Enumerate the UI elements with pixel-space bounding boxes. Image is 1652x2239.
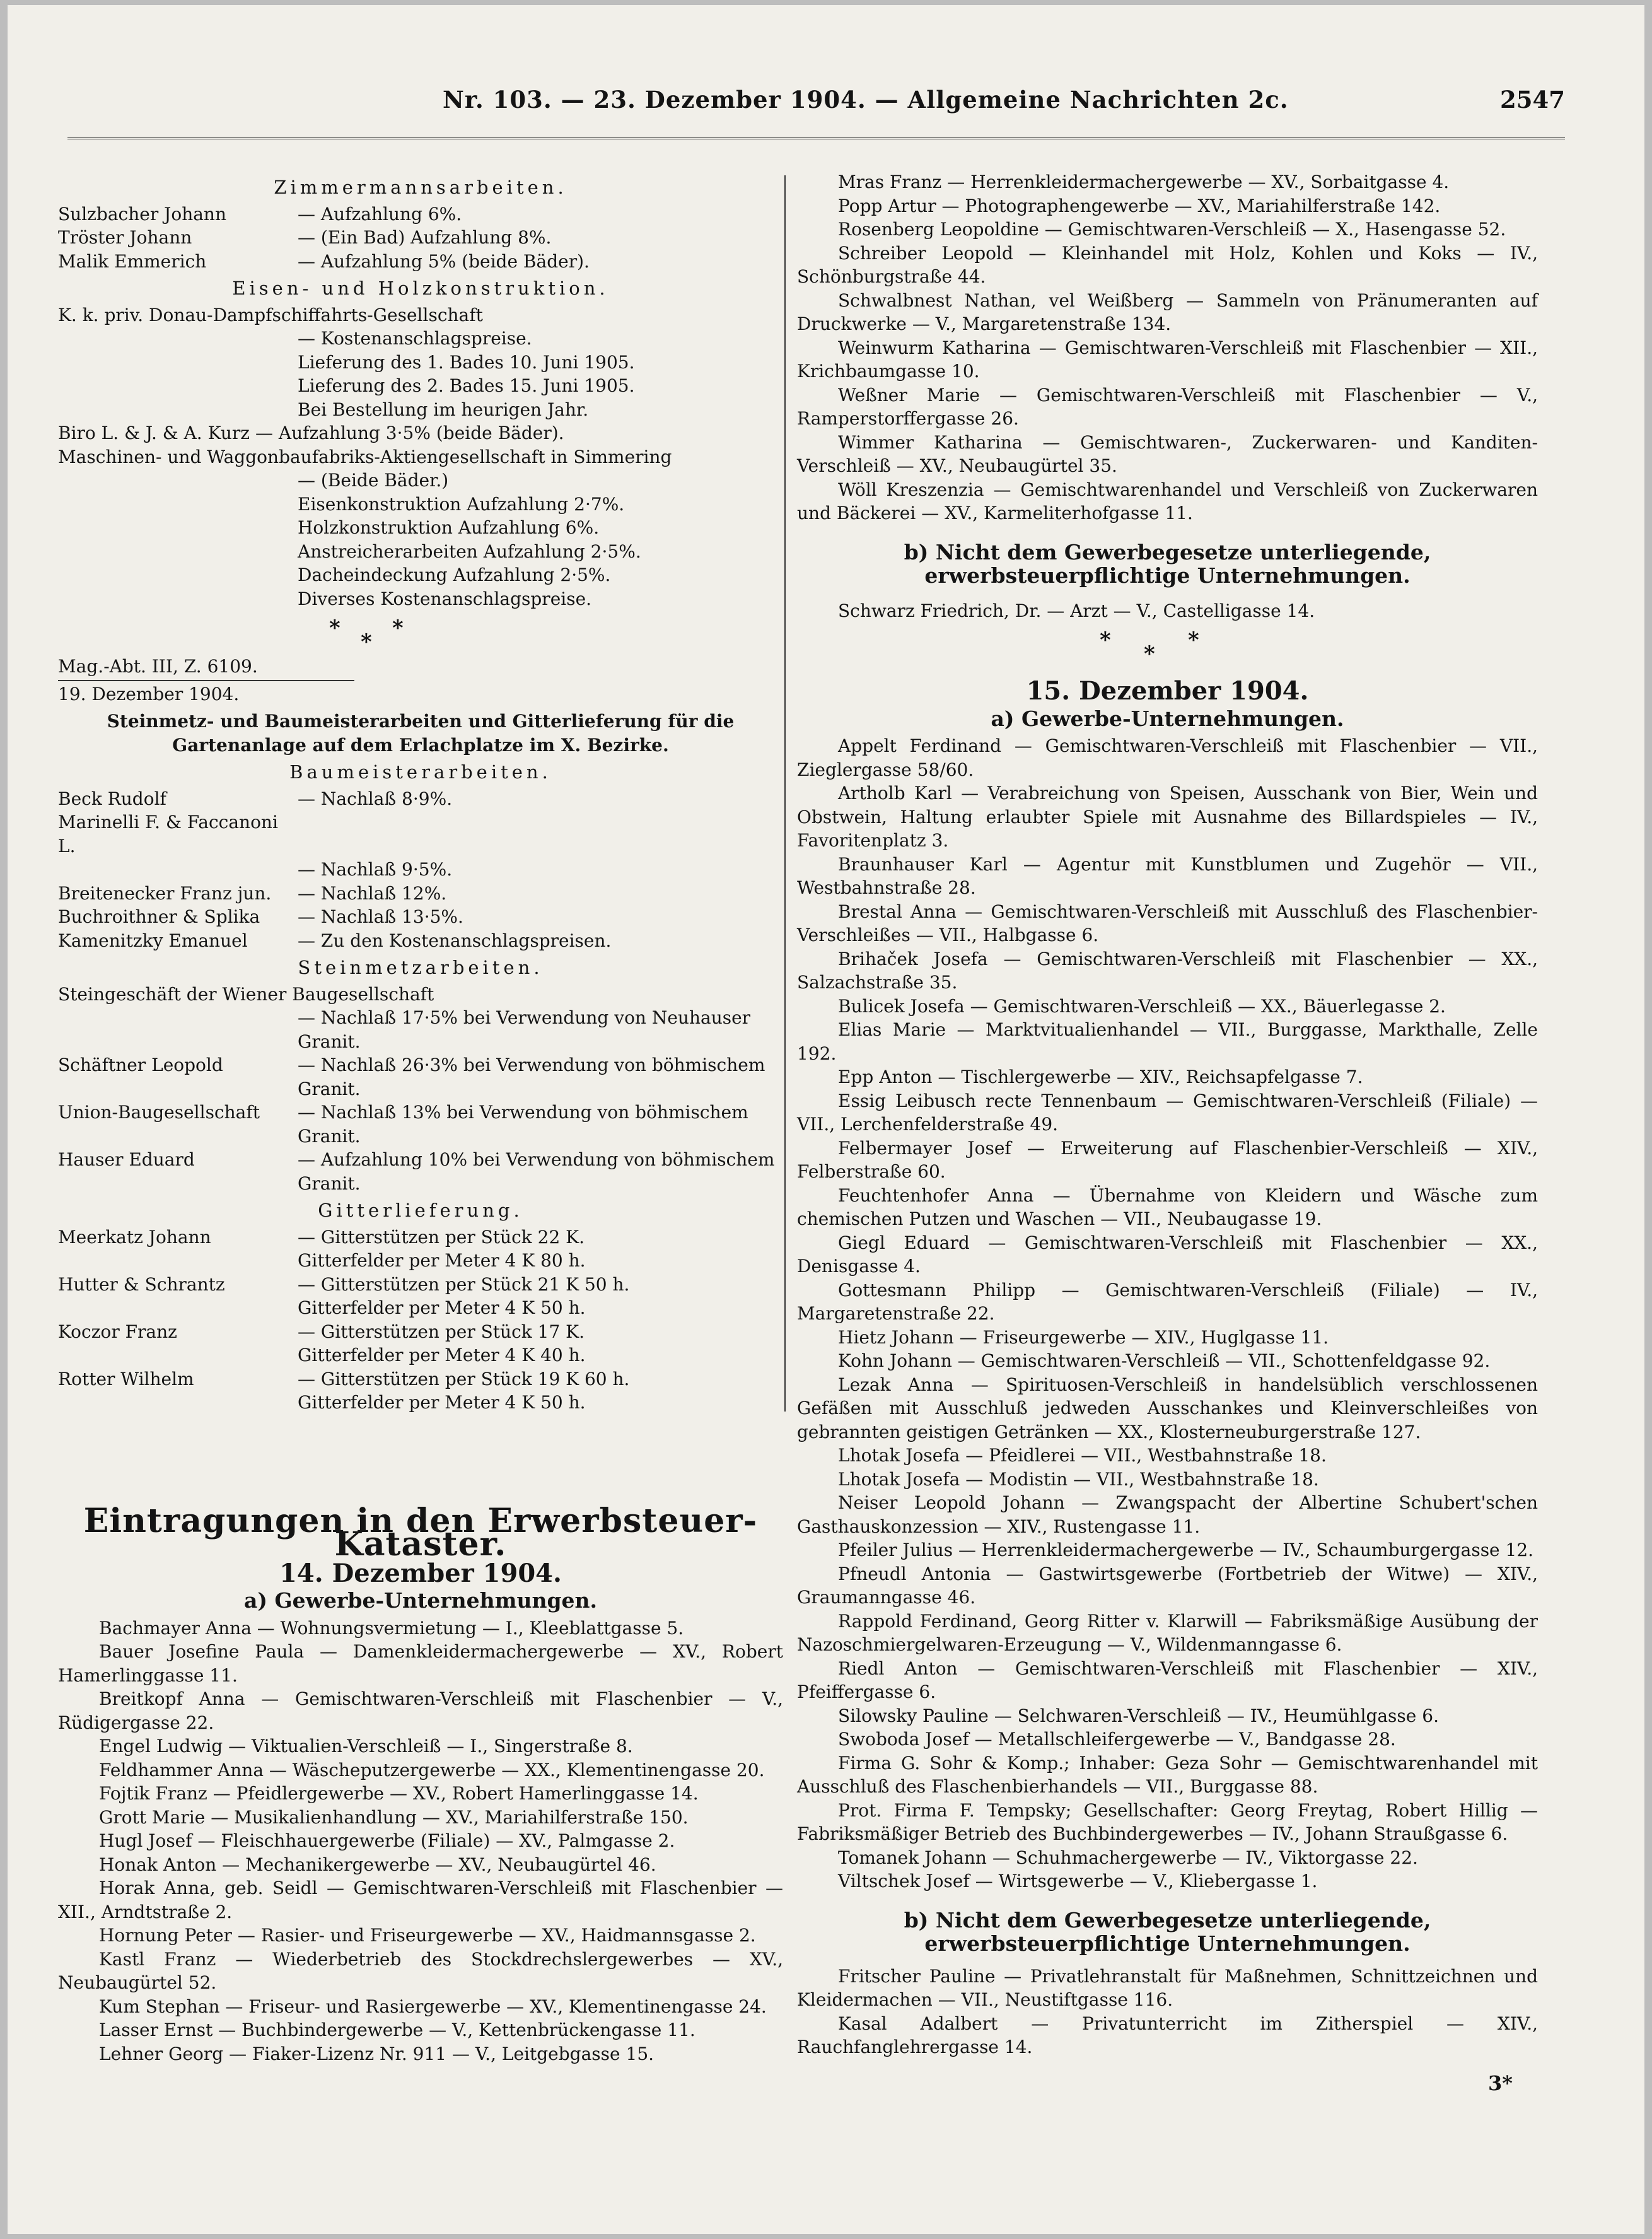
tender-row (58, 1172, 783, 1196)
entry-list (58, 1616, 783, 2066)
bidder-name: Hauser Eduard (58, 1149, 195, 1170)
register-entry: Lasser Ernst — Buchbindergewerbe — V., Kettenbrückengasse 11. (99, 2020, 695, 2040)
tender-row (58, 787, 783, 811)
company-name: K. k. priv. Donau-Dampfschiffahrts-Gesellschaft (58, 304, 483, 325)
bidder-name: Kamenitzky Emanuel (58, 930, 248, 951)
register-entry: Lhotak Josefa — Pfeidlerei — VII., Westbahnstraße 18. (838, 1445, 1327, 1466)
bid-value: — Aufzahlung 10% bei Verwendung von böhmischem (298, 1149, 775, 1170)
register-entry: Bulicek Josefa — Gemischtwaren-Verschleiß — XX., Bäuerlegasse 2. (838, 995, 1446, 1017)
bidder-name: Beck Rudolf (58, 788, 166, 809)
reference-number: Mag.-Abt. III, Z. 6109. (58, 656, 258, 677)
tender-row (58, 1225, 783, 1249)
star: * (1100, 628, 1111, 653)
register-entry: Engel Ludwig — Viktualien-Verschleiß — I., Singerstraße 8. (99, 1736, 633, 1757)
register-entry: Firma G. Sohr & Komp.; Inhaber: Geza Sohr — Gemischtwarenhandel mit Ausschluß des Flaschenbierhandels — VII., Burggasse 88. (797, 1752, 1538, 1797)
bidder-name: Tröster Johann (58, 227, 192, 248)
subsection-title: a) Gewerbe-Unternehmungen. (991, 706, 1344, 731)
register-entry: Pfeiler Julius — Herrenkleidermachergewerbe — IV., Schaumburgergasse 12. (838, 1540, 1534, 1560)
register-entry: Feuchtenhofer Anna — Übernahme von Kleidern und Wäsche zum chemischen Putzen und Waschen — VII., Neubaugasse 19. (797, 1184, 1538, 1229)
register-entry: Schwarz Friedrich, Dr. — Arzt — V., Castelligasse 14. (838, 600, 1315, 621)
bid-value: Gitterfelder per Meter 4 K 40 h. (298, 1345, 586, 1365)
reference-rule (58, 680, 354, 681)
bidder-name (58, 858, 298, 882)
tender-row (58, 1053, 783, 1077)
star: * (361, 629, 372, 655)
bidder-name: Koczor Franz (58, 1321, 177, 1342)
register-entry: Braunhauser Karl — Agentur mit Kunstblumen und Zugehör — VII., Westbahnstraße 28. (797, 853, 1538, 898)
register-entry: Hugl Josef — Fleischhauergewerbe (Filiale) — XV., Palmgasse 2. (99, 1830, 675, 1851)
register-entry: Hietz Johann — Friseurgewerbe — XIV., Huglgasse 11. (838, 1326, 1329, 1348)
newspaper-page (8, 5, 1644, 2234)
section-title: Baumeisterarbeiten. (289, 761, 552, 783)
bidder-name: Rotter Wilhelm (58, 1368, 194, 1389)
bidder-name: Breitenecker Franz jun. (58, 882, 272, 904)
bidder-name (58, 1077, 298, 1101)
tender-row (58, 1273, 783, 1297)
steinmetz-list (58, 1053, 783, 1195)
date-heading: 14. Dezember 1904. (279, 1558, 562, 1588)
tender-details (58, 469, 783, 611)
tender-row (58, 1320, 783, 1344)
register-entry: Viltschek Josef — Wirtsgewerbe — V., Kliebergasse 1. (838, 1871, 1318, 1891)
register-entry: Gottesmann Philipp — Gemischtwaren-Verschleiß (Filiale) — IV., Margaretenstraße 22. (797, 1279, 1538, 1324)
bidder-name: Buchroithner & Splika (58, 906, 260, 927)
register-entry: Brestal Anna — Gemischtwaren-Verschleiß mit Ausschluß des Flaschenbier-Verschleißes — VII., Halbgasse 6. (797, 901, 1538, 945)
register-entry: Breitkopf Anna — Gemischtwaren-Verschleiß mit Flaschenbier — V., Rüdigergasse 22. (58, 1688, 783, 1733)
register-entry: Kohn Johann — Gemischtwaren-Verschleiß — VII., Schottenfeldgasse 92. (838, 1350, 1491, 1371)
register-entry: Tomanek Johann — Schuhmachergewerbe — IV., Viktorgasse 22. (838, 1847, 1418, 1868)
bidder-name: Meerkatz Johann (58, 1226, 211, 1248)
register-entry: Popp Artur — Photographengewerbe — XV., Mariahilferstraße 142. (838, 195, 1441, 216)
detail-line: — Nachlaß 17·5% bei Verwendung von Neuhauser (298, 1007, 751, 1028)
register-entry: Lhotak Josefa — Modistin — VII., Westbahnstraße 18. (838, 1468, 1319, 1490)
bidder-name (58, 1343, 298, 1367)
section-title: Gitterlieferung. (318, 1200, 523, 1221)
company-name: Steingeschäft der Wiener Baugesellschaft (58, 983, 434, 1005)
section-title: Steinmetzarbeiten. (298, 957, 544, 978)
section-title: Eisen- und Holzkonstruktion. (232, 278, 609, 299)
detail-line: Dacheindeckung Aufzahlung 2·5%. (298, 564, 611, 585)
register-entry: Prot. Firma F. Tempsky; Gesellschafter: Georg Freytag, Robert Hillig — Fabriksmäßiger Betrieb des Buchbindergewerbes — IV., Johann Straußgasse 6. (797, 1799, 1538, 1844)
register-entry: Kum Stephan — Friseur- und Rasiergewerbe — XV., Klementinengasse 24. (99, 1996, 767, 2017)
page-header (64, 86, 1565, 130)
tender-row (58, 1296, 783, 1320)
register-entry: Artholb Karl — Verabreichung von Speisen, Ausschank von Bier, Wein und Obstwein, Haltung erlaubter Spiele mit Ausnahme des Billardspieles — IV., Favoritenplatz 3. (797, 783, 1538, 851)
register-entry: Silowsky Pauline — Selchwaren-Verschleiß — IV., Heumühlgasse 6. (838, 1705, 1439, 1726)
register-entry: Lehner Georg — Fiaker-Lizenz Nr. 911 — V., Leitgebgasse 15. (99, 2043, 654, 2064)
section-separator (797, 623, 1538, 667)
register-entry: Kastl Franz — Wiederbetrieb des Stockdrechslergewerbes — XV., Neubaugürtel 52. (58, 1948, 783, 1993)
entry-list (797, 734, 1538, 1893)
bid-value: — Aufzahlung 5% (beide Bäder). (298, 250, 590, 272)
detail-line: Lieferung des 2. Bades 15. Juni 1905. (298, 375, 635, 396)
bid-value: — Nachlaß 9·5%. (298, 859, 453, 880)
tender-row (58, 905, 783, 929)
bidder-name: Malik Emmerich (58, 250, 207, 272)
register-entry: Fojtik Franz — Pfeidlergewerbe — XV., Robert Hamerlinggasse 14. (99, 1783, 699, 1804)
section-separator (58, 611, 783, 655)
register-entry: Hornung Peter — Rasier- und Friseurgewerbe — XV., Haidmannsgasse 2. (99, 1925, 756, 1946)
reference-date: 19. Dezember 1904. (58, 683, 240, 704)
tender-details (58, 327, 783, 421)
tender-details (58, 1006, 783, 1053)
register-entry: Weßner Marie — Gemischtwaren-Verschleiß mit Flaschenbier — V., Ramperstorffergasse 26. (797, 384, 1538, 429)
subsection-title: a) Gewerbe-Unternehmungen. (243, 1588, 598, 1613)
signature-mark: 3* (1488, 2071, 1513, 2095)
tender-row (58, 1101, 783, 1125)
detail-line: Bei Bestellung im heurigen Jahr. (298, 399, 589, 420)
detail-line: Granit. (298, 1031, 361, 1052)
register-entry: Fritscher Pauline — Privatlehranstalt für Maßnehmen, Schnittzeichnen und Kleidermachen — VII., Neustiftgasse 116. (797, 1965, 1538, 2010)
register-entry: Felbermayer Josef — Erweiterung auf Flaschenbier-Verschleiß — XIV., Felberstraße 60. (797, 1137, 1538, 1182)
tender-row (58, 1391, 783, 1415)
company-name: Maschinen- und Waggonbaufabriks-Aktiengesellschaft in Simmering (58, 446, 672, 467)
bidder-name: Marinelli F. & Faccanoni L. (58, 812, 278, 856)
bid-value: Granit. (298, 1172, 361, 1194)
detail-line: Anstreicherarbeiten Aufzahlung 2·5%. (298, 541, 641, 562)
tender-row (58, 250, 783, 274)
subsection-title: b) Nicht dem Gewerbegesetze unterliegende, erwerbsteuerpflichtige Unternehmungen. (904, 1907, 1431, 1956)
bidder-name (58, 1296, 298, 1320)
register-entry: Mras Franz — Herrenkleidermachergewerbe — XV., Sorbaitgasse 4. (838, 172, 1450, 192)
tender-row (58, 202, 783, 226)
register-entry: Wimmer Katharina — Gemischtwaren-, Zuckerwaren- und Kanditen-Verschleiß — XV., Neubaugürtel 35. (797, 431, 1538, 476)
tender-row (58, 858, 783, 882)
register-entry: Neiser Leopold Johann — Zwangspacht der Albertine Schubert'schen Gasthauskonzession — XIV., Rustengasse 11. (797, 1492, 1538, 1537)
tender-row (58, 1343, 783, 1367)
reference-block (58, 655, 783, 706)
tender-row (58, 810, 783, 858)
zimmermann-list (58, 202, 783, 274)
bid-value: — Nachlaß 26·3% bei Verwendung von böhmischem (298, 1055, 765, 1075)
bid-value: Gitterfelder per Meter 4 K 50 h. (298, 1392, 586, 1413)
bid-value: — Gitterstützen per Stück 21 K 50 h. (298, 1273, 630, 1295)
bidder-name (58, 1391, 298, 1415)
tender-title: Steinmetz- und Baumeisterarbeiten und Gitterlieferung für die Gartenanlage auf dem Erlachplatze im X. Bezirke. (107, 711, 735, 756)
register-entry: Pfneudl Antonia — Gastwirtsgewerbe (Fortbetrieb der Witwe) — XIV., Graumanngasse 46. (797, 1563, 1538, 1608)
register-entry: Weinwurm Katharina — Gemischtwaren-Verschleiß mit Flaschenbier — XII., Krichbaumgasse 10. (797, 337, 1538, 382)
register-entry: Rosenberg Leopoldine — Gemischtwaren-Verschleiß — X., Hasengasse 52. (838, 219, 1506, 240)
header-rule (67, 137, 1565, 139)
bidder-name: Schäftner Leopold (58, 1055, 223, 1075)
register-entry: Brihaček Josefa — Gemischtwaren-Verschleiß mit Flaschenbier — XX., Salzachstraße 35. (797, 948, 1538, 993)
detail-line: — Kostenanschlagspreise. (298, 328, 532, 349)
register-entry: Riedl Anton — Gemischtwaren-Verschleiß mit Flaschenbier — XIV., Pfeiffergasse 6. (797, 1657, 1538, 1702)
bid-value: Gitterfelder per Meter 4 K 80 h. (298, 1250, 586, 1271)
subsection-title: b) Nicht dem Gewerbegesetze unterliegende, erwerbsteuerpflichtige Unternehmungen. (904, 539, 1431, 588)
register-entry: Horak Anna, geb. Seidl — Gemischtwaren-Verschleiß mit Flaschenbier — XII., Arndtstraße 2. (58, 1878, 783, 1922)
detail-line: Lieferung des 1. Bades 10. Juni 1905. (298, 351, 635, 373)
register-entry: Appelt Ferdinand — Gemischtwaren-Verschleiß mit Flaschenbier — VII., Zieglergasse 58/60. (797, 735, 1538, 780)
left-column (58, 172, 783, 2066)
bidder-name: Sulzbacher Johann (58, 203, 226, 225)
register-entry: Schreiber Leopold — Kleinhandel mit Holz, Kohlen und Koks — IV., Schönburgstraße 44. (797, 242, 1538, 287)
register-entry: Feldhammer Anna — Wäscheputzergewerbe — XX., Klementinengasse 20. (99, 1759, 765, 1780)
header-title: Nr. 103. — 23. Dezember 1904. — Allgemeine Nachrichten 2c. (443, 86, 1289, 114)
register-entry: Honak Anton — Mechanikergewerbe — XV., Neubaugürtel 46. (99, 1854, 656, 1875)
bidder-name: Union-Baugesellschaft (58, 1102, 260, 1123)
tender-row (58, 1148, 783, 1172)
bid-value: — Nachlaß 13% bei Verwendung von böhmischem (298, 1102, 748, 1123)
register-entry: Elias Marie — Marktvitualienhandel — VII., Burggasse, Markthalle, Zelle 192. (797, 1019, 1538, 1064)
baumeister-list (58, 787, 783, 953)
register-entry: Bachmayer Anna — Wohnungsvermietung — I., Kleeblattgasse 5. (99, 1617, 684, 1639)
register-entry: Swoboda Josef — Metallschleifergewerbe — V., Bandgasse 28. (838, 1729, 1396, 1750)
register-entry: Rappold Ferdinand, Georg Ritter v. Klarwill — Fabriksmäßige Ausübung der Nazoschmiergelwaren-Erzeugung — V., Wildenmanngasse 6. (797, 1610, 1538, 1655)
date-heading: 15. Dezember 1904. (1026, 676, 1309, 706)
bid-value: — Nachlaß 8·9%. (298, 788, 453, 809)
bid-value: — Gitterstützen per Stück 17 K. (298, 1321, 585, 1342)
tender-row (58, 1077, 783, 1101)
column-divider (784, 175, 786, 1412)
tender-entry: Biro L. & J. & A. Kurz — Aufzahlung 3·5% (beide Bäder). (58, 423, 564, 443)
register-entry: Epp Anton — Tischlergewerbe — XIV., Reichsapfelgasse 7. (838, 1067, 1363, 1087)
bid-value: Granit. (298, 1125, 361, 1147)
bid-value: — Nachlaß 12%. (298, 882, 447, 904)
kataster-title: Eintragungen in den Erwerbsteuer-Kataster. (83, 1501, 758, 1564)
bid-value: — Gitterstützen per Stück 19 K 60 h. (298, 1368, 630, 1389)
bid-value (298, 810, 783, 858)
tender-row (58, 1125, 783, 1149)
entry-list (797, 1965, 1538, 2059)
bid-value: Granit. (298, 1078, 361, 1099)
star: * (1188, 628, 1199, 653)
gitter-list (58, 1225, 783, 1415)
page-number: 2547 (1500, 86, 1565, 114)
register-entry: Lezak Anna — Spirituosen-Verschleiß in handelsüblich verschlossenen Gefäßen mit Ausschluß jedweden Ausschankes und Kleinverschleißes von gebrannten geistigen Getränken — XX., Klosterneuburgerstraße 127. (797, 1374, 1538, 1442)
bidder-name (58, 1172, 298, 1196)
tender-row (58, 882, 783, 906)
detail-line: Diverses Kostenanschlagspreise. (298, 588, 592, 609)
bidder-name (58, 1125, 298, 1149)
bid-value: — (Ein Bad) Aufzahlung 8%. (298, 227, 552, 248)
tender-row (58, 1249, 783, 1273)
register-entry: Kasal Adalbert — Privatunterricht im Zitherspiel — XIV., Rauchfanglehrergasse 14. (797, 2013, 1538, 2057)
star: * (329, 616, 340, 641)
entry-list (797, 599, 1538, 623)
star: * (392, 616, 404, 641)
bidder-name (58, 1249, 298, 1273)
bid-value: — Nachlaß 13·5%. (298, 906, 463, 927)
register-entry: Bauer Josefine Paula — Damenkleidermachergewerbe — XV., Robert Hamerlinggasse 11. (58, 1641, 783, 1686)
entry-list (797, 170, 1538, 525)
detail-line: — (Beide Bäder.) (298, 470, 449, 491)
bidder-name: Hutter & Schrantz (58, 1273, 225, 1295)
star: * (1144, 641, 1155, 667)
detail-line: Holzkonstruktion Aufzahlung 6%. (298, 517, 600, 538)
register-entry: Wöll Kreszenzia — Gemischtwarenhandel und Verschleiß von Zuckerwaren und Bäckerei — XV., Karmeliterhofgasse 11. (797, 479, 1538, 523)
register-entry: Essig Leibusch recte Tennenbaum — Gemischtwaren-Verschleiß (Filiale) — VII., Lerchenfelderstraße 49. (797, 1090, 1538, 1135)
detail-line: Eisenkonstruktion Aufzahlung 2·7%. (298, 493, 625, 515)
bid-value: — Zu den Kostenanschlagspreisen. (298, 930, 612, 951)
right-column (797, 170, 1538, 2095)
register-entry: Schwalbnest Nathan, vel Weißberg — Sammeln von Pränumeranten auf Druckwerke — V., Margaretenstraße 134. (797, 289, 1538, 334)
tender-row (58, 1367, 783, 1391)
bid-value: — Gitterstützen per Stück 22 K. (298, 1226, 585, 1248)
register-entry: Grott Marie — Musikalienhandlung — XV., Mariahilferstraße 150. (99, 1806, 689, 1828)
tender-row (58, 929, 783, 953)
bid-value: — Aufzahlung 6%. (298, 203, 462, 225)
register-entry: Giegl Eduard — Gemischtwaren-Verschleiß mit Flaschenbier — XX., Denisgasse 4. (797, 1232, 1538, 1277)
tender-row (58, 226, 783, 250)
section-title: Zimmermannsarbeiten. (274, 177, 567, 198)
bid-value: Gitterfelder per Meter 4 K 50 h. (298, 1297, 586, 1318)
